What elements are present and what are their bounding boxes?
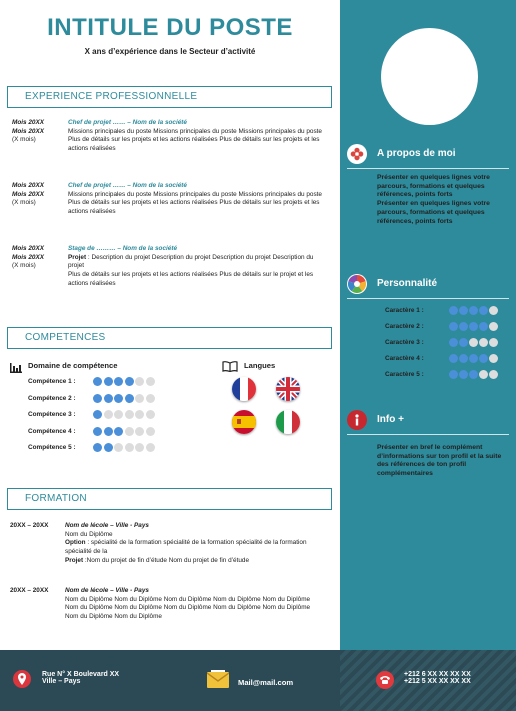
trait-rating bbox=[449, 338, 498, 347]
rating-dot bbox=[469, 338, 478, 347]
rating-dot bbox=[104, 443, 113, 452]
rating-dot bbox=[93, 410, 102, 419]
profile-photo-placeholder bbox=[381, 28, 478, 125]
job-position: Chef de projet …… – Nom de la société bbox=[68, 182, 187, 189]
rating-dot bbox=[489, 338, 498, 347]
duration: (X mois) bbox=[12, 199, 36, 207]
rating-dot bbox=[125, 427, 134, 436]
flag-spain-icon bbox=[232, 410, 256, 434]
rating-dot bbox=[479, 370, 488, 379]
experience-subtitle: X ans d’expérience dans le Secteur d’activité bbox=[84, 47, 256, 56]
domain-title: Domaine de compétence bbox=[28, 361, 118, 370]
rating-dot bbox=[459, 370, 468, 379]
book-icon bbox=[222, 359, 238, 377]
duration: (X mois) bbox=[12, 262, 36, 270]
color-wheel-icon bbox=[347, 274, 367, 294]
trait-label: Caractère 5 : bbox=[385, 371, 424, 378]
job-details: Plus de détails sur les projets et les actions réalisées Plus de détails sur les projets et les actions réalisées bbox=[68, 136, 320, 153]
rating-dot bbox=[135, 443, 144, 452]
rating-dot bbox=[125, 394, 134, 403]
apropos-heading bbox=[347, 144, 509, 166]
rating-dot bbox=[479, 322, 488, 331]
flower-icon bbox=[347, 144, 367, 164]
info-icon bbox=[347, 410, 367, 430]
skill-rating bbox=[93, 394, 155, 403]
rating-dot bbox=[459, 338, 468, 347]
rating-dot bbox=[459, 322, 468, 331]
rating-dot bbox=[125, 443, 134, 452]
skill-rating bbox=[93, 377, 155, 386]
start-date: Mois 20XX bbox=[12, 119, 44, 126]
option-label: Option bbox=[65, 539, 86, 547]
school-name: Nom de lécole – Ville - Pays bbox=[65, 587, 149, 594]
trait-label: Caractère 2 : bbox=[385, 323, 424, 330]
rating-dot bbox=[93, 443, 102, 452]
rating-dot bbox=[135, 410, 144, 419]
personnalite-heading bbox=[347, 274, 509, 296]
formation-section-heading: FORMATION bbox=[7, 488, 332, 510]
rating-dot bbox=[93, 427, 102, 436]
mail-icon bbox=[207, 670, 229, 693]
rating-dot bbox=[104, 427, 113, 436]
location-pin-icon bbox=[13, 670, 31, 688]
rating-dot bbox=[479, 306, 488, 315]
job-missions: Projet : Description du projet Description du projet Description du projet Description du projet bbox=[68, 253, 314, 270]
job-position: Chef de projet …… – Nom de la société bbox=[68, 119, 187, 126]
skill-label: Compétence 1 : bbox=[28, 378, 76, 385]
rating-dot bbox=[114, 427, 123, 436]
rating-dot bbox=[104, 377, 113, 386]
job-missions: Missions principales du poste Missions principales du poste Missions principales du poste bbox=[68, 127, 322, 135]
trait-label: Caractère 1 : bbox=[385, 307, 424, 314]
footer bbox=[0, 650, 516, 711]
skill-label: Compétence 4 : bbox=[28, 427, 76, 435]
rating-dot bbox=[114, 410, 123, 419]
formation-date: 20XX – 20XX bbox=[10, 522, 49, 529]
project-label: Projet bbox=[68, 253, 87, 261]
trait-rating bbox=[449, 354, 498, 363]
rating-dot bbox=[469, 354, 478, 363]
job-title: INTITULE DU POSTE bbox=[47, 14, 293, 41]
formation-date: 20XX – 20XX bbox=[10, 587, 49, 594]
trait-label: Caractère 4 : bbox=[385, 355, 424, 362]
rating-dot bbox=[135, 394, 144, 403]
end-date: Mois 20XX bbox=[12, 190, 44, 198]
school-name: Nom de lécole – Ville - Pays bbox=[65, 522, 149, 529]
job-missions: Missions principales du poste Missions principales du poste Missions principales du poste bbox=[68, 190, 322, 198]
phone-2[interactable]: +212 5 XX XX XX XX bbox=[404, 678, 471, 685]
rating-dot bbox=[489, 354, 498, 363]
rating-dot bbox=[93, 377, 102, 386]
rating-dot bbox=[469, 370, 478, 379]
rating-dot bbox=[114, 443, 123, 452]
flag-france-icon bbox=[232, 377, 256, 401]
trait-label: Caractère 3 : bbox=[385, 339, 424, 346]
rating-dot bbox=[125, 410, 134, 419]
divider bbox=[347, 434, 509, 435]
address-line-2: Ville – Pays bbox=[42, 678, 81, 685]
rating-dot bbox=[449, 370, 458, 379]
rating-dot bbox=[479, 338, 488, 347]
competences-section-heading: COMPETENCES bbox=[7, 327, 332, 349]
apropos-title: A propos de moi bbox=[377, 148, 456, 159]
email[interactable]: Mail@mail.com bbox=[238, 678, 294, 687]
skill-label: Compétence 2 : bbox=[28, 394, 76, 402]
rating-dot bbox=[93, 394, 102, 403]
rating-dot bbox=[146, 377, 155, 386]
info-heading bbox=[347, 410, 509, 432]
info-title: Info + bbox=[377, 414, 404, 425]
langues-title: Langues bbox=[244, 361, 276, 370]
rating-dot bbox=[489, 322, 498, 331]
rating-dot bbox=[449, 354, 458, 363]
rating-dot bbox=[135, 427, 144, 436]
divider bbox=[347, 298, 509, 299]
rating-dot bbox=[449, 338, 458, 347]
rating-dot bbox=[489, 306, 498, 315]
start-date: Mois 20XX bbox=[12, 245, 44, 252]
rating-dot bbox=[146, 443, 155, 452]
skill-rating bbox=[93, 443, 155, 452]
job-position: Stage de ……… – Nom de la société bbox=[68, 245, 178, 252]
rating-dot bbox=[459, 354, 468, 363]
diploma-name: Nom du Diplôme Nom du Diplôme Nom du Diplôme Nom du Diplôme Nom du Diplôme Nom du Diplôme Nom du Diplôme Nom du Diplôme Nom du Diplôme Nom du Diplôme Nom du Diplôme Nom du Diplôme bbox=[65, 595, 311, 621]
skill-rating bbox=[93, 427, 155, 436]
skill-rating bbox=[93, 410, 155, 419]
formation-project: Projet :Nom du projet de fin d’étude Nom du projet de fin d’étude bbox=[65, 556, 250, 564]
rating-dot bbox=[146, 427, 155, 436]
rating-dot bbox=[125, 377, 134, 386]
address-line-1: Rue N° X Boulevard XX bbox=[42, 671, 120, 678]
rating-dot bbox=[114, 394, 123, 403]
rating-dot bbox=[449, 322, 458, 331]
bar-chart-icon bbox=[10, 360, 22, 378]
job-details: Plus de détails sur les projets et les actions réalisées Plus de détails sur le projet et les actions réalisées bbox=[68, 271, 314, 287]
apropos-text: Présenter en quelques lignes votre parcours, formations et quelques références, points forts Présenter en quelques lignes votre parcours, formations et quelques références, points forts bbox=[377, 174, 490, 225]
divider bbox=[347, 168, 509, 169]
duration: (X mois) bbox=[12, 136, 36, 144]
job-details: Plus de détails sur les projets et les actions réalisées Plus de détails sur les projets et les actions réalisées bbox=[68, 199, 320, 216]
end-date: Mois 20XX bbox=[12, 253, 44, 261]
experience-section-heading: EXPERIENCE PROFESSIONNELLE bbox=[7, 86, 332, 108]
rating-dot bbox=[104, 410, 113, 419]
rating-dot bbox=[449, 306, 458, 315]
rating-dot bbox=[469, 322, 478, 331]
personnalite-title: Personnalité bbox=[377, 278, 438, 289]
rating-dot bbox=[489, 370, 498, 379]
rating-dot bbox=[469, 306, 478, 315]
diploma-name: Nom du Diplôme bbox=[65, 530, 113, 538]
rating-dot bbox=[479, 354, 488, 363]
project-label: Projet bbox=[65, 556, 84, 564]
phone-1[interactable]: +212 6 XX XX XX XX bbox=[404, 671, 471, 678]
phone-icon bbox=[376, 671, 394, 689]
flag-italy-icon bbox=[276, 410, 300, 434]
rating-dot bbox=[135, 377, 144, 386]
address bbox=[42, 671, 119, 685]
rating-dot bbox=[459, 306, 468, 315]
flag-uk-icon bbox=[276, 377, 300, 401]
formation-option: Option : spécialité de la formation spécialité de la formation spécialité de la formation spécialité de la bbox=[65, 539, 307, 556]
phone-numbers bbox=[404, 671, 471, 685]
skill-label: Compétence 3 : bbox=[28, 411, 76, 418]
skill-label: Compétence 5 : bbox=[28, 444, 76, 451]
info-text: Présenter en bref le complément d’informations sur ton profil et la suite des références de ton profil complémentaires bbox=[377, 444, 502, 478]
end-date: Mois 20XX bbox=[12, 127, 44, 135]
rating-dot bbox=[104, 394, 113, 403]
rating-dot bbox=[146, 410, 155, 419]
trait-rating bbox=[449, 306, 498, 315]
trait-rating bbox=[449, 322, 498, 331]
start-date: Mois 20XX bbox=[12, 182, 44, 189]
trait-rating bbox=[449, 370, 498, 379]
rating-dot bbox=[146, 394, 155, 403]
rating-dot bbox=[114, 377, 123, 386]
